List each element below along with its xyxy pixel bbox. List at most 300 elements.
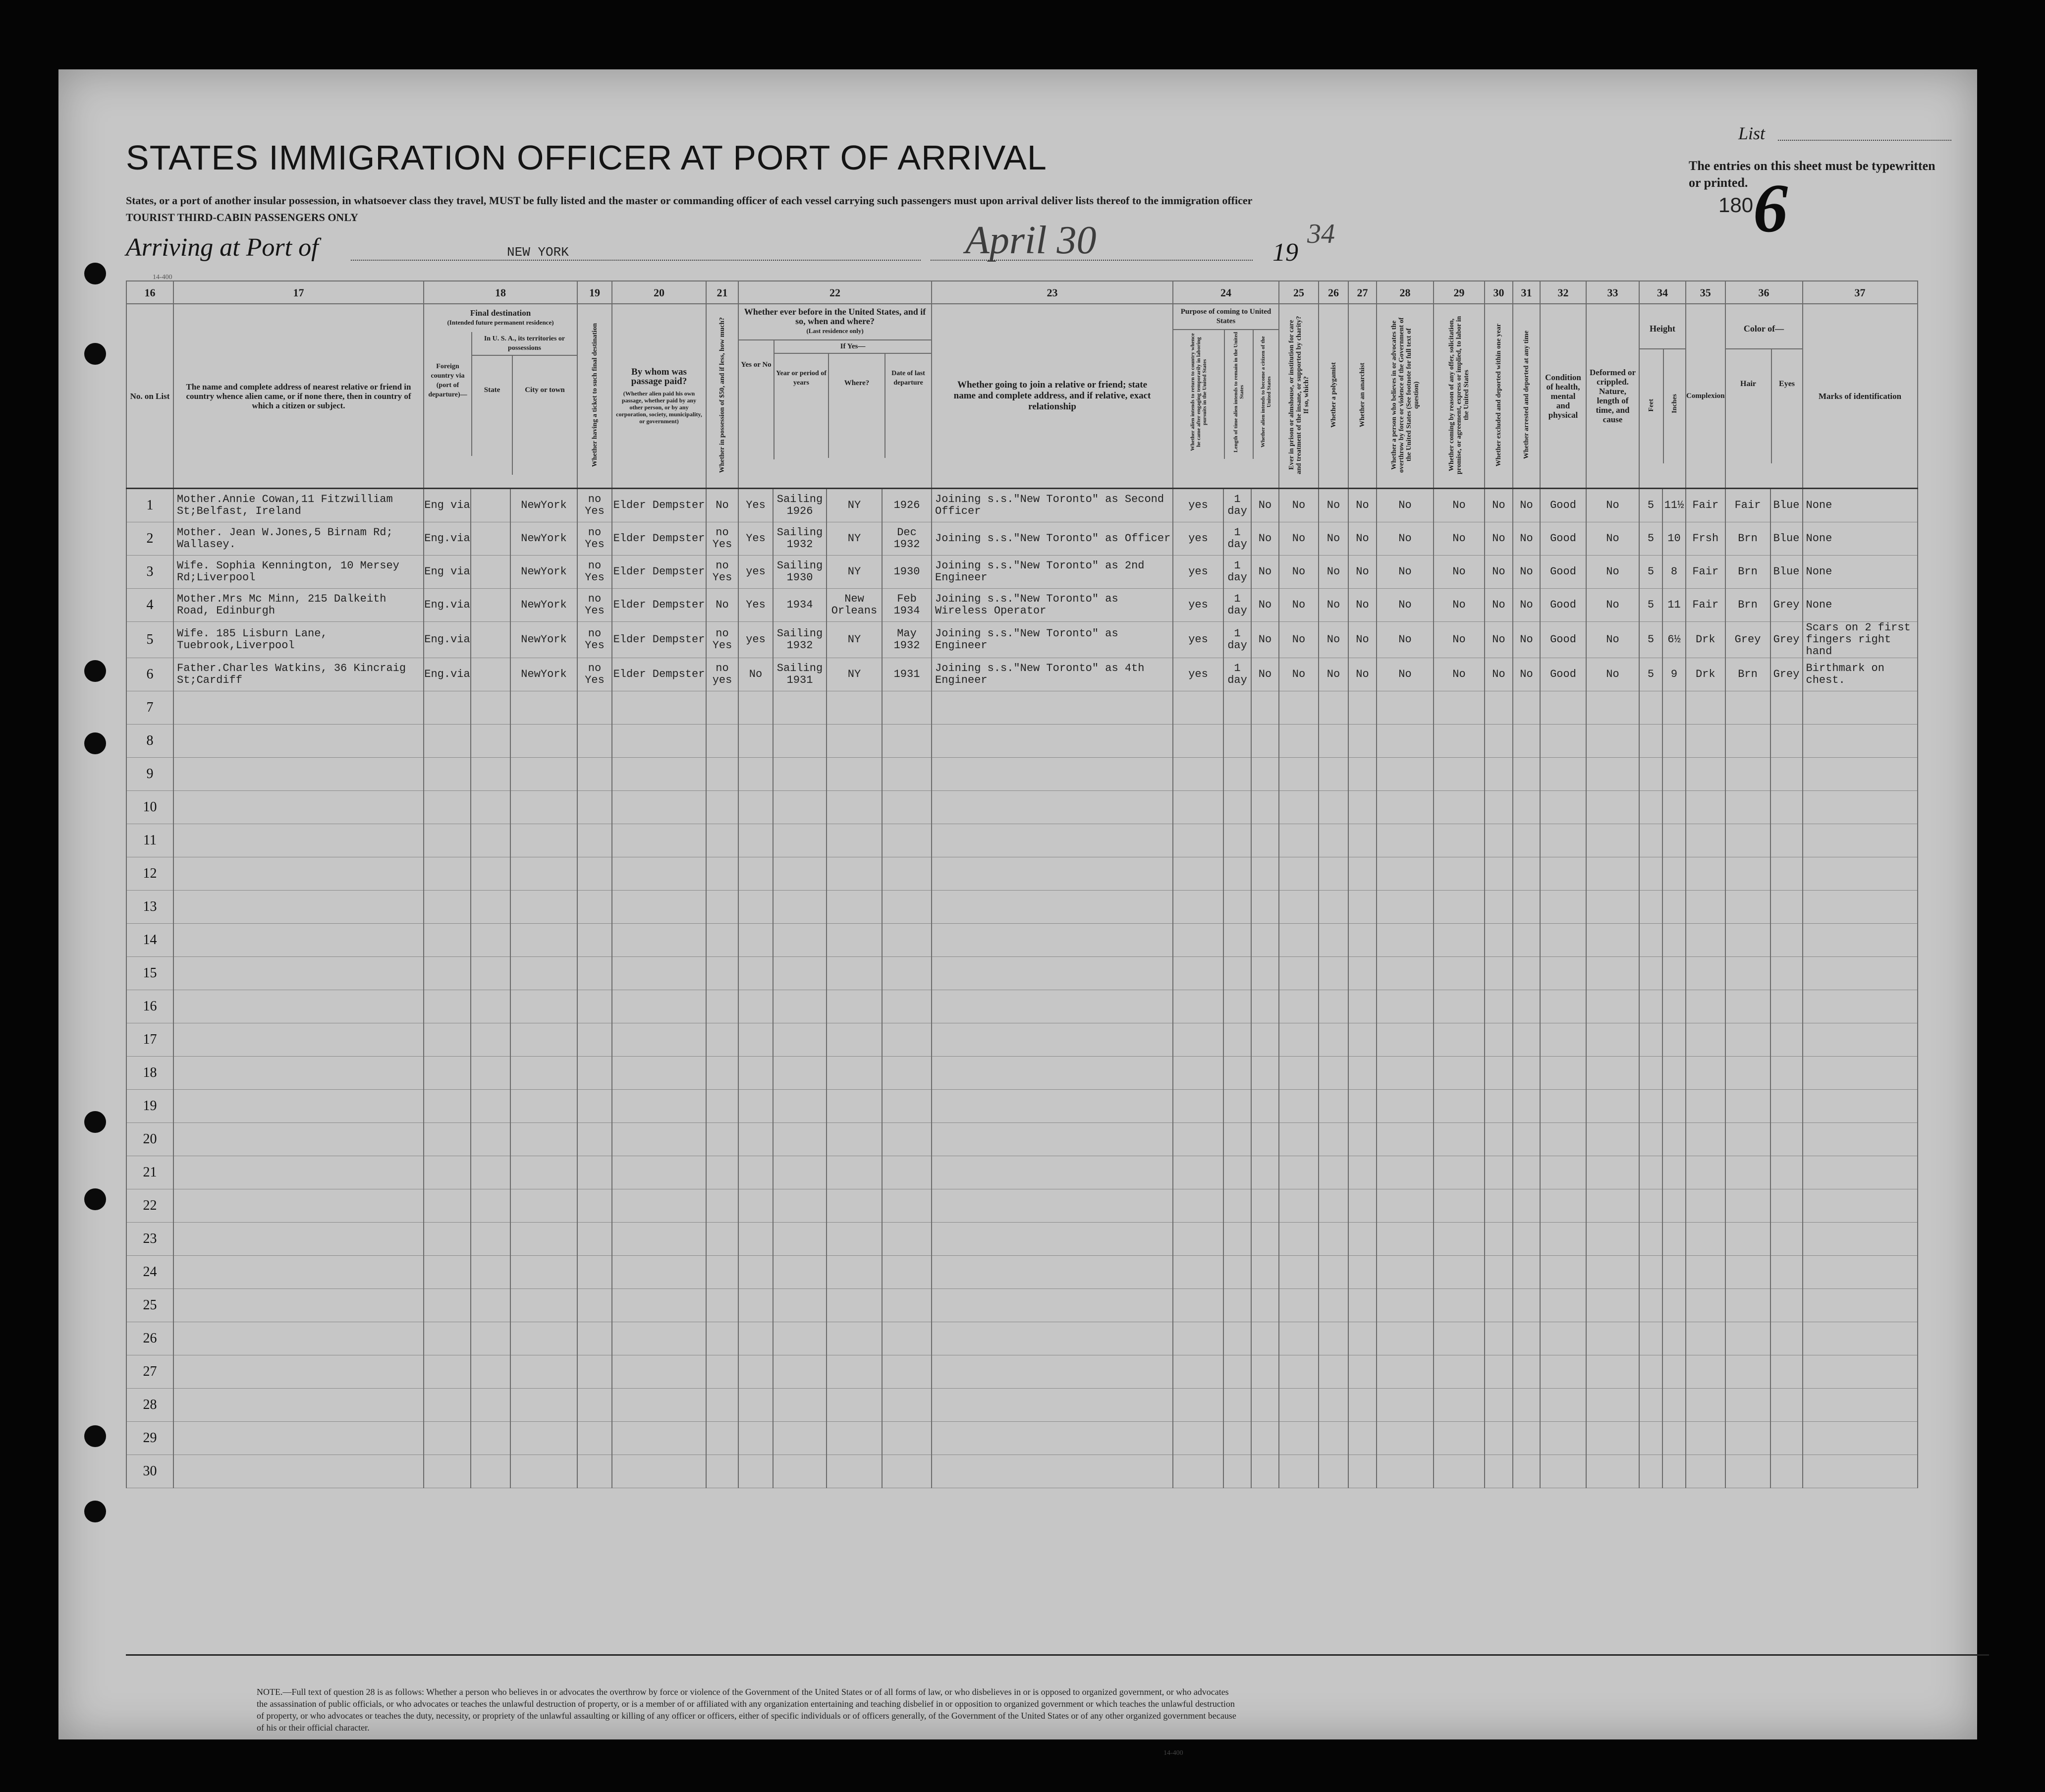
money-cell <box>706 990 738 1023</box>
marks-cell <box>1803 1090 1918 1123</box>
header-complexion: Complexion <box>1686 304 1725 489</box>
foreign-country-cell: Eng via <box>424 556 471 589</box>
feet-cell <box>1639 1289 1662 1322</box>
city-cell <box>510 924 577 957</box>
overthrow-cell: No <box>1377 622 1434 658</box>
money-cell <box>706 1057 738 1090</box>
anarchist-cell <box>1348 924 1377 957</box>
city-cell <box>510 691 577 725</box>
prison-cell <box>1279 990 1319 1023</box>
feet-cell: 5 <box>1639 658 1662 691</box>
feet-cell: 5 <box>1639 489 1662 522</box>
inches-cell <box>1662 1223 1686 1256</box>
state-cell <box>471 622 510 658</box>
anarchist-cell: No <box>1348 622 1377 658</box>
anarchist-cell: No <box>1348 658 1377 691</box>
joining-cell <box>932 857 1173 891</box>
anarchist-cell <box>1348 1223 1377 1256</box>
deformed-cell <box>1586 1223 1639 1256</box>
excluded-cell <box>1485 1355 1513 1389</box>
inches-cell <box>1662 1057 1686 1090</box>
ticket-cell: no Yes <box>577 658 612 691</box>
arrested-cell <box>1513 1422 1540 1455</box>
been-before-note: (Last residence only) <box>806 327 864 335</box>
joining-cell <box>932 691 1173 725</box>
colnum: 37 <box>1803 281 1918 304</box>
polygamist-cell <box>1319 891 1348 924</box>
anarchist-cell <box>1348 957 1377 990</box>
been-before-cell: yes <box>738 556 773 589</box>
city-cell <box>510 1189 577 1223</box>
table-row <box>126 522 1918 556</box>
been-before-cell <box>738 824 773 857</box>
list-line <box>1778 140 1951 141</box>
table-row <box>126 1123 1918 1156</box>
overthrow-cell: No <box>1377 489 1434 522</box>
joining-cell <box>932 824 1173 857</box>
where-cell <box>827 1156 882 1189</box>
been-before-cell: No <box>738 658 773 691</box>
inches-cell <box>1662 1189 1686 1223</box>
feet-cell <box>1639 1422 1662 1455</box>
excluded-cell <box>1485 1123 1513 1156</box>
row-number: 5 <box>126 622 173 658</box>
where-cell <box>827 1289 882 1322</box>
arrested-cell <box>1513 824 1540 857</box>
hair-cell <box>1725 1455 1770 1488</box>
excluded-cell <box>1485 1023 1513 1057</box>
money-cell <box>706 791 738 824</box>
arrested-cell <box>1513 1023 1540 1057</box>
anarchist-cell <box>1348 1256 1377 1289</box>
hair-cell: Fair <box>1725 489 1770 522</box>
money-cell <box>706 1223 738 1256</box>
header-arrested: Whether arrested and deported at any time <box>1513 304 1540 489</box>
where-cell: NY <box>827 556 882 589</box>
year-cell <box>773 1355 827 1389</box>
complexion-cell <box>1686 824 1725 857</box>
purpose-return-cell <box>1173 791 1223 824</box>
complexion-cell <box>1686 691 1725 725</box>
polygamist-cell <box>1319 1123 1348 1156</box>
excluded-cell: No <box>1485 589 1513 622</box>
anarchist-cell <box>1348 824 1377 857</box>
eyes-label: Eyes <box>1779 380 1795 388</box>
year-cell <box>773 725 827 758</box>
row-number: 18 <box>126 1057 173 1090</box>
purpose-citizen-cell <box>1251 1156 1279 1189</box>
health-cell <box>1540 1123 1586 1156</box>
polygamist-cell <box>1319 1057 1348 1090</box>
purpose-length-cell <box>1223 990 1251 1023</box>
hair-cell <box>1725 957 1770 990</box>
year-cell <box>773 1389 827 1422</box>
city-cell <box>510 1322 577 1355</box>
excluded-cell <box>1485 1090 1513 1123</box>
money-cell: no Yes <box>706 556 738 589</box>
passage-paid-cell <box>612 1090 706 1123</box>
been-before-cell <box>738 758 773 791</box>
deformed-cell <box>1586 1023 1639 1057</box>
hair-cell <box>1725 1355 1770 1389</box>
overthrow-cell <box>1377 957 1434 990</box>
hair-cell <box>1725 1057 1770 1090</box>
marks-cell <box>1803 691 1918 725</box>
relative-cell <box>173 758 424 791</box>
joining-cell <box>932 891 1173 924</box>
deformed-cell <box>1586 1123 1639 1156</box>
entries-note: The entries on this sheet must be typewritten or printed. <box>1689 159 1935 190</box>
been-before-cell: Yes <box>738 489 773 522</box>
row-number: 16 <box>126 990 173 1023</box>
joining-cell: Joining s.s."New Toronto" as Engineer <box>932 622 1173 658</box>
purpose-length-cell: 1 day <box>1223 589 1251 622</box>
eyes-cell <box>1770 1223 1803 1256</box>
complexion-cell <box>1686 1455 1725 1488</box>
eyes-cell <box>1770 1123 1803 1156</box>
table-row <box>126 957 1918 990</box>
feet-cell <box>1639 891 1662 924</box>
prison-cell <box>1279 1355 1319 1389</box>
polygamist-cell <box>1319 758 1348 791</box>
excluded-cell <box>1485 791 1513 824</box>
complexion-cell: Fair <box>1686 489 1725 522</box>
health-cell: Good <box>1540 658 1586 691</box>
hair-cell <box>1725 725 1770 758</box>
eyes-cell <box>1770 957 1803 990</box>
state-cell <box>471 924 510 957</box>
manifest-sheet <box>58 69 1977 1757</box>
overthrow-cell <box>1377 1422 1434 1455</box>
where-cell <box>827 857 882 891</box>
final-destination-note: (Intended future permanent residence) <box>447 319 554 326</box>
arrested-cell <box>1513 924 1540 957</box>
foreign-country-cell <box>424 1355 471 1389</box>
money-cell <box>706 1355 738 1389</box>
row-number: 29 <box>126 1422 173 1455</box>
purpose-length-cell <box>1223 1322 1251 1355</box>
year-cell: Sailing 1930 <box>773 556 827 589</box>
contract-cell <box>1434 857 1485 891</box>
state-cell <box>471 1223 510 1256</box>
city-cell <box>510 725 577 758</box>
passage-paid-cell <box>612 1422 706 1455</box>
arrested-cell <box>1513 1455 1540 1488</box>
arrested-cell: No <box>1513 589 1540 622</box>
passage-paid-cell <box>612 1123 706 1156</box>
health-cell <box>1540 1090 1586 1123</box>
feet-cell <box>1639 1322 1662 1355</box>
final-destination-title: Final destination <box>470 308 531 318</box>
relative-cell: Wife. 185 Lisburn Lane, Tuebrook,Liverpool <box>173 622 424 658</box>
passage-paid-cell <box>612 1389 706 1422</box>
marks-cell <box>1803 824 1918 857</box>
feet-cell <box>1639 1389 1662 1422</box>
polygamist-cell: No <box>1319 489 1348 522</box>
where-cell <box>827 1256 882 1289</box>
feet-cell <box>1639 1223 1662 1256</box>
overthrow-cell <box>1377 758 1434 791</box>
form-number: 14-400 <box>153 274 172 281</box>
color-of-label: Color of— <box>1743 324 1784 334</box>
been-before-cell <box>738 924 773 957</box>
arrested-cell <box>1513 990 1540 1023</box>
city-cell <box>510 1023 577 1057</box>
complexion-cell <box>1686 957 1725 990</box>
health-cell <box>1540 1389 1586 1422</box>
relative-cell: Wife. Sophia Kennington, 10 Mersey Rd;Liverpool <box>173 556 424 589</box>
arrested-cell: No <box>1513 522 1540 556</box>
joining-cell <box>932 1057 1173 1090</box>
departure-date-cell <box>882 891 932 924</box>
colnum: 21 <box>706 281 738 304</box>
inches-cell <box>1662 691 1686 725</box>
prison-cell <box>1279 924 1319 957</box>
row-number: 21 <box>126 1156 173 1189</box>
ticket-cell <box>577 758 612 791</box>
where-cell <box>827 1123 882 1156</box>
been-before-cell: Yes <box>738 522 773 556</box>
state-cell <box>471 891 510 924</box>
feet-cell <box>1639 1023 1662 1057</box>
row-number: 13 <box>126 891 173 924</box>
header-color-of <box>1725 304 1803 489</box>
header-relative: The name and complete address of nearest relative or friend in country whence alien came, or if none there, then in country of which a citizen or subject. <box>173 304 424 489</box>
been-before-cell <box>738 1455 773 1488</box>
purpose-return-cell <box>1173 1389 1223 1422</box>
inches-cell <box>1662 1422 1686 1455</box>
relative-cell: Father.Charles Watkins, 36 Kincraig St;Cardiff <box>173 658 424 691</box>
city-cell: NewYork <box>510 556 577 589</box>
purpose-citizen-cell <box>1251 957 1279 990</box>
relative-cell <box>173 1090 424 1123</box>
complexion-cell: Drk <box>1686 658 1725 691</box>
overthrow-cell <box>1377 1223 1434 1256</box>
hair-cell <box>1725 1090 1770 1123</box>
hair-cell <box>1725 1289 1770 1322</box>
departure-date-cell: Feb 1934 <box>882 589 932 622</box>
eyes-cell <box>1770 725 1803 758</box>
marks-cell <box>1803 924 1918 957</box>
deformed-cell <box>1586 891 1639 924</box>
relative-cell <box>173 1422 424 1455</box>
ticket-cell: no Yes <box>577 556 612 589</box>
purpose-return-cell <box>1173 857 1223 891</box>
polygamist-cell <box>1319 791 1348 824</box>
foreign-country-cell <box>424 758 471 791</box>
hair-cell <box>1725 891 1770 924</box>
inches-cell <box>1662 990 1686 1023</box>
been-before-cell <box>738 1322 773 1355</box>
complexion-cell <box>1686 1156 1725 1189</box>
inches-cell <box>1662 924 1686 957</box>
money-cell <box>706 1256 738 1289</box>
purpose-return-cell <box>1173 1355 1223 1389</box>
passage-paid-cell <box>612 725 706 758</box>
table-row <box>126 1389 1918 1422</box>
polygamist-cell <box>1319 957 1348 990</box>
departure-date-cell <box>882 791 932 824</box>
marks-cell <box>1803 990 1918 1023</box>
row-number: 3 <box>126 556 173 589</box>
marks-cell: None <box>1803 556 1918 589</box>
deformed-cell <box>1586 691 1639 725</box>
purpose-return-cell <box>1173 1455 1223 1488</box>
departure-date-cell <box>882 1256 932 1289</box>
row-number: 12 <box>126 857 173 891</box>
contract-cell <box>1434 758 1485 791</box>
year-period-label: Year or period of years <box>774 354 829 458</box>
joining-cell: Joining s.s."New Toronto" as 4th Engineer <box>932 658 1173 691</box>
polygamist-cell <box>1319 1023 1348 1057</box>
feet-label: Feet <box>1640 349 1664 463</box>
inches-cell <box>1662 857 1686 891</box>
eyes-cell: Grey <box>1770 589 1803 622</box>
departure-date-cell <box>882 824 932 857</box>
state-cell <box>471 1322 510 1355</box>
foreign-country-label: Foreign country via (port of departure)— <box>424 332 472 456</box>
row-number: 26 <box>126 1322 173 1355</box>
polygamist-cell: No <box>1319 522 1348 556</box>
purpose-a-label: Whether alien intends to return to country whence he came after engaging temporarily in laboring pursuits in the United States <box>1173 330 1225 459</box>
overthrow-cell <box>1377 1389 1434 1422</box>
relative-cell <box>173 1355 424 1389</box>
header-final-destination <box>424 304 577 489</box>
relative-cell: Mother.Mrs Mc Minn, 215 Dalkeith Road, Edinburgh <box>173 589 424 622</box>
eyes-cell <box>1770 1389 1803 1422</box>
departure-date-cell <box>882 990 932 1023</box>
passage-paid-label: By whom was passage paid? <box>631 367 687 387</box>
hair-cell <box>1725 1322 1770 1355</box>
where-cell <box>827 1355 882 1389</box>
money-cell <box>706 824 738 857</box>
health-cell <box>1540 791 1586 824</box>
eyes-cell: Grey <box>1770 658 1803 691</box>
arrested-cell <box>1513 1355 1540 1389</box>
health-cell <box>1540 1455 1586 1488</box>
row-number: 17 <box>126 1023 173 1057</box>
deformed-cell <box>1586 824 1639 857</box>
excluded-cell <box>1485 990 1513 1023</box>
prison-cell <box>1279 1389 1319 1422</box>
state-cell <box>471 589 510 622</box>
deformed-cell <box>1586 1256 1639 1289</box>
prison-cell <box>1279 791 1319 824</box>
year-cell <box>773 791 827 824</box>
ticket-cell: no Yes <box>577 589 612 622</box>
anarchist-cell <box>1348 691 1377 725</box>
eyes-cell: Blue <box>1770 489 1803 522</box>
purpose-citizen-cell <box>1251 891 1279 924</box>
city-cell: NewYork <box>510 658 577 691</box>
table-row <box>126 1422 1918 1455</box>
marks-cell <box>1803 1223 1918 1256</box>
anarchist-cell <box>1348 758 1377 791</box>
purpose-citizen-cell <box>1251 758 1279 791</box>
overthrow-cell: No <box>1377 522 1434 556</box>
contract-cell <box>1434 1256 1485 1289</box>
row-number: 2 <box>126 522 173 556</box>
purpose-return-cell <box>1173 1289 1223 1322</box>
health-cell <box>1540 1289 1586 1322</box>
deformed-cell: No <box>1586 489 1639 522</box>
hair-cell <box>1725 1256 1770 1289</box>
arrested-cell <box>1513 891 1540 924</box>
state-cell <box>471 489 510 522</box>
health-cell: Good <box>1540 489 1586 522</box>
money-cell <box>706 1156 738 1189</box>
contract-cell: No <box>1434 489 1485 522</box>
marks-cell <box>1803 1156 1918 1189</box>
relative-cell <box>173 1322 424 1355</box>
colnum: 28 <box>1377 281 1434 304</box>
header-purpose <box>1173 304 1279 489</box>
inches-cell: 9 <box>1662 658 1686 691</box>
year-cell <box>773 924 827 957</box>
ticket-cell <box>577 924 612 957</box>
hair-cell: Grey <box>1725 622 1770 658</box>
eyes-cell <box>1770 791 1803 824</box>
marks-cell <box>1803 1422 1918 1455</box>
city-cell <box>510 1256 577 1289</box>
passage-paid-cell <box>612 791 706 824</box>
ticket-cell <box>577 857 612 891</box>
ticket-cell <box>577 1422 612 1455</box>
feet-cell <box>1639 824 1662 857</box>
colnum: 22 <box>738 281 932 304</box>
prison-cell <box>1279 1123 1319 1156</box>
complexion-cell <box>1686 1389 1725 1422</box>
polygamist-cell <box>1319 1090 1348 1123</box>
contract-cell <box>1434 1123 1485 1156</box>
purpose-return-cell <box>1173 924 1223 957</box>
money-cell <box>706 1023 738 1057</box>
been-before-cell <box>738 1422 773 1455</box>
passage-paid-cell <box>612 1256 706 1289</box>
contract-cell <box>1434 924 1485 957</box>
colnum: 30 <box>1485 281 1513 304</box>
hair-cell <box>1725 824 1770 857</box>
colnum: 27 <box>1348 281 1377 304</box>
table-row <box>126 1057 1918 1090</box>
health-cell <box>1540 1422 1586 1455</box>
year-cell <box>773 1123 827 1156</box>
row-number: 24 <box>126 1256 173 1289</box>
feet-cell <box>1639 1189 1662 1223</box>
prison-cell <box>1279 691 1319 725</box>
anarchist-cell <box>1348 791 1377 824</box>
prison-cell <box>1279 1455 1319 1488</box>
relative-cell <box>173 924 424 957</box>
been-before-cell <box>738 1289 773 1322</box>
table-row <box>126 924 1918 957</box>
where-cell <box>827 1090 882 1123</box>
contract-cell <box>1434 1289 1485 1322</box>
deformed-cell <box>1586 990 1639 1023</box>
ticket-cell: no Yes <box>577 522 612 556</box>
arrival-date: April 30 <box>965 219 1097 262</box>
relative-cell <box>173 957 424 990</box>
joining-cell: Joining s.s."New Toronto" as Wireless Operator <box>932 589 1173 622</box>
been-before-cell <box>738 1389 773 1422</box>
contract-cell: No <box>1434 589 1485 622</box>
state-cell <box>471 1455 510 1488</box>
year-cell <box>773 1090 827 1123</box>
polygamist-cell: No <box>1319 658 1348 691</box>
ticket-cell <box>577 1057 612 1090</box>
inches-cell <box>1662 758 1686 791</box>
money-cell <box>706 1289 738 1322</box>
